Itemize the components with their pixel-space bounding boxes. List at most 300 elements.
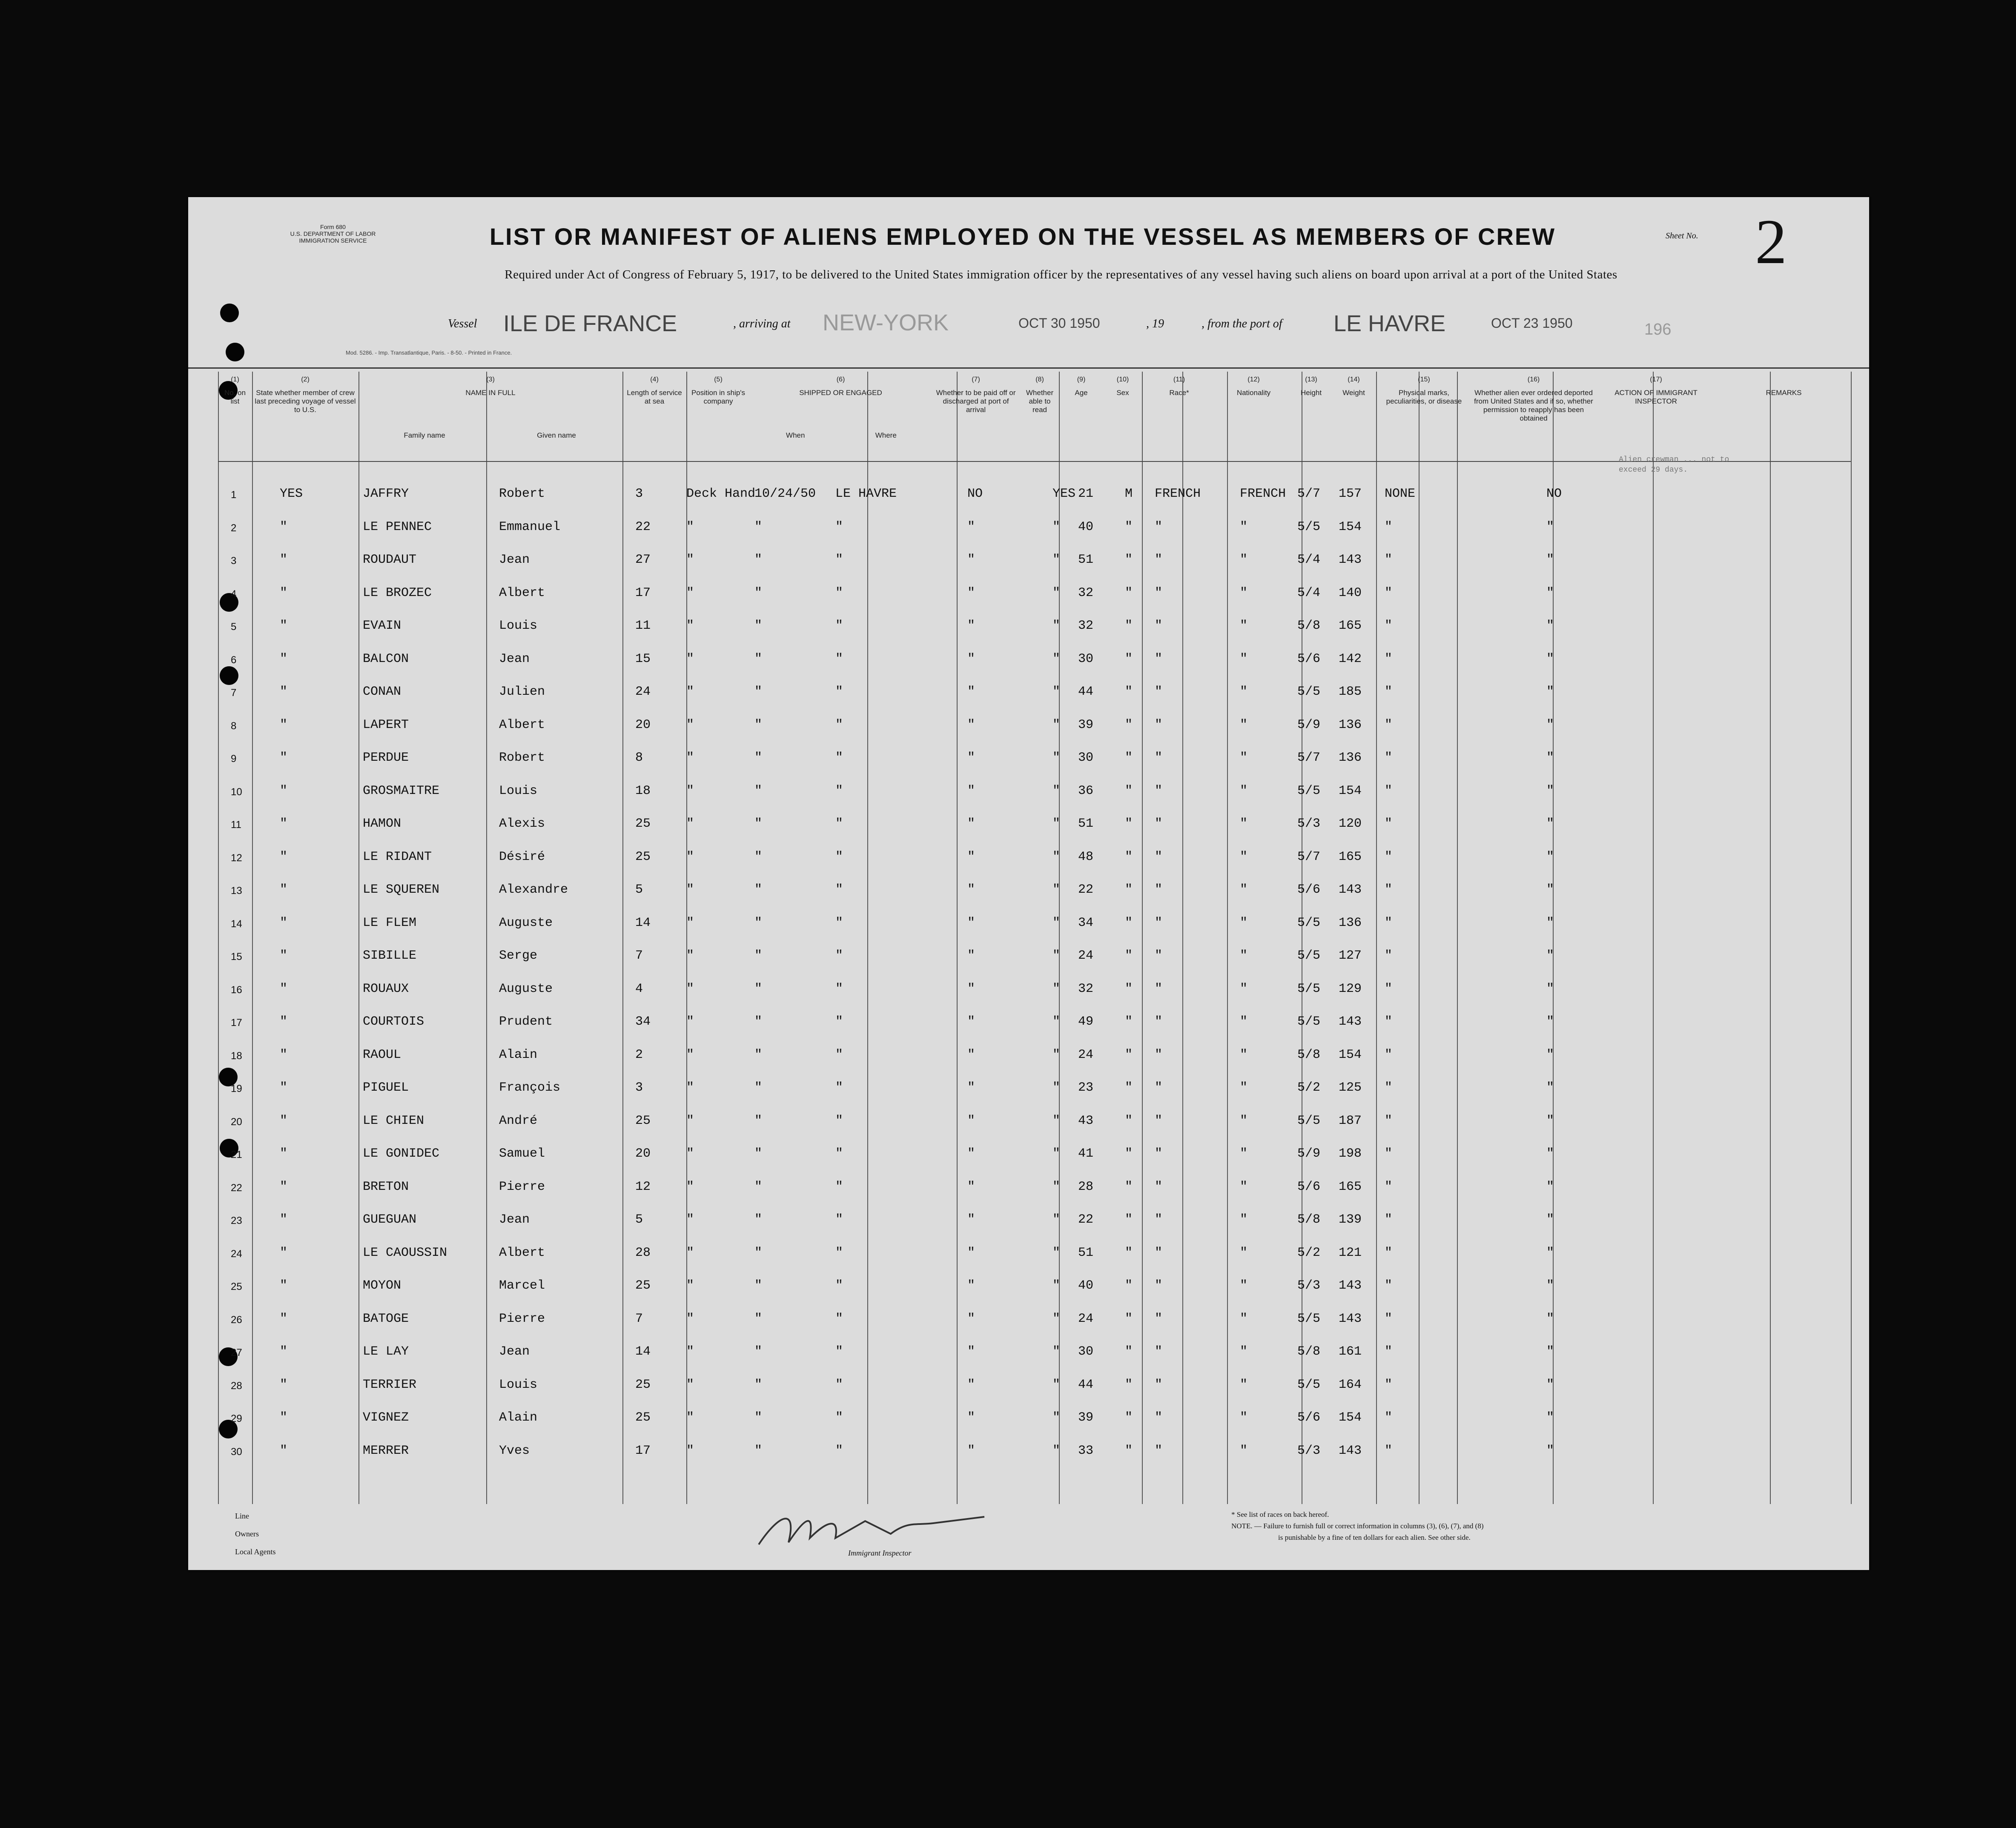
cell-sex: " [1125, 751, 1133, 765]
cell-service-length: 25 [635, 1113, 651, 1128]
column-number: (11) [1173, 376, 1185, 383]
column-header: SHIPPED OR ENGAGED [799, 389, 882, 397]
cell-given-name: Albert [499, 717, 545, 732]
cell-paid-off: " [967, 981, 975, 996]
column-number: (3) [486, 376, 495, 383]
cell-physical-marks: " [1385, 783, 1393, 798]
cell-prev-voyage: " [280, 849, 288, 864]
cell-able-to-read: " [1052, 1443, 1061, 1458]
cell-row-number: 16 [231, 984, 242, 996]
cell-deported: " [1546, 882, 1554, 897]
cell-deported: " [1546, 817, 1554, 831]
cell-service-length: 17 [635, 1443, 651, 1458]
column-header: Nationality [1236, 389, 1271, 397]
column-header: REMARKS [1766, 389, 1802, 397]
cell-shipped-when: " [754, 817, 763, 831]
cell-prev-voyage: " [280, 948, 288, 963]
cell-row-number: 2 [231, 522, 237, 534]
cell-nationality: " [1240, 553, 1248, 567]
column-number: (14) [1348, 376, 1360, 383]
cell-deported: " [1546, 1278, 1554, 1293]
cell-shipped-when: " [754, 619, 763, 633]
cell-row-number: 28 [231, 1380, 242, 1392]
cell-given-name: Albert [499, 585, 545, 600]
cell-shipped-where: " [835, 553, 843, 567]
table-row [218, 1138, 1851, 1171]
cell-physical-marks: " [1385, 1377, 1393, 1392]
cell-shipped-where: " [835, 948, 843, 963]
cell-height: 5/8 [1297, 1047, 1321, 1062]
table-row [218, 1204, 1851, 1237]
cell-shipped-when: " [754, 1014, 763, 1029]
cell-physical-marks: " [1385, 519, 1393, 534]
cell-able-to-read: " [1052, 1278, 1061, 1293]
table-row [218, 1171, 1851, 1204]
cell-deported: " [1546, 948, 1554, 963]
cell-physical-marks: " [1385, 1080, 1393, 1095]
cell-nationality: " [1240, 1080, 1248, 1095]
cell-shipped-where: " [835, 915, 843, 930]
cell-paid-off: " [967, 1146, 975, 1161]
cell-physical-marks: " [1385, 1212, 1393, 1227]
cell-age: 39 [1078, 1410, 1094, 1425]
cell-position: " [686, 1146, 694, 1161]
cell-family-name: VIGNEZ [363, 1410, 409, 1425]
cell-row-number: 9 [231, 753, 237, 765]
cell-family-name: LAPERT [363, 717, 409, 732]
cell-row-number: 10 [231, 786, 242, 798]
cell-prev-voyage: " [280, 685, 288, 699]
column-subheader: Given name [537, 431, 576, 439]
footer-note-fine-cont: is punishable by a fine of ten dollars for each alien. See other side. [1278, 1533, 1471, 1541]
cell-shipped-when: " [754, 783, 763, 798]
column-header: Whether able to read [1026, 389, 1054, 414]
cell-service-length: 25 [635, 1410, 651, 1425]
cell-prev-voyage: " [280, 1113, 288, 1128]
cell-physical-marks: " [1385, 1146, 1393, 1161]
cell-shipped-when: " [754, 981, 763, 996]
cell-deported: " [1546, 1245, 1554, 1260]
cell-given-name: Marcel [499, 1278, 545, 1293]
cell-service-length: 27 [635, 553, 651, 567]
column-header: Age [1075, 389, 1088, 397]
table-row [218, 610, 1851, 643]
cell-position: " [686, 882, 694, 897]
cell-age: 32 [1078, 981, 1094, 996]
cell-weight: 136 [1339, 751, 1362, 765]
cell-service-length: 7 [635, 1311, 643, 1326]
cell-nationality: " [1240, 1278, 1248, 1293]
cell-row-number: 17 [231, 1017, 242, 1029]
cell-prev-voyage: " [280, 783, 288, 798]
cell-able-to-read: " [1052, 1410, 1061, 1425]
cell-prev-voyage: YES [280, 487, 303, 501]
cell-family-name: COURTOIS [363, 1014, 424, 1029]
cell-prev-voyage: " [280, 1344, 288, 1359]
table-row [218, 478, 1851, 511]
cell-row-number: 18 [231, 1050, 242, 1062]
cell-prev-voyage: " [280, 1014, 288, 1029]
cell-family-name: PERDUE [363, 751, 409, 765]
cell-race: " [1155, 1443, 1163, 1458]
cell-position: " [686, 1443, 694, 1458]
cell-shipped-where: " [835, 585, 843, 600]
table-row [218, 1039, 1851, 1072]
cell-position: " [686, 1113, 694, 1128]
cell-height: 5/6 [1297, 651, 1321, 666]
cell-prev-voyage: " [280, 1410, 288, 1425]
cell-position: " [686, 585, 694, 600]
cell-shipped-when: 10/24/50 [754, 487, 816, 501]
column-header: State whether member of crew last preceding voyage of vessel to U.S. [255, 389, 356, 414]
cell-given-name: Louis [499, 619, 538, 633]
cell-height: 5/5 [1297, 1014, 1321, 1029]
cell-paid-off: " [967, 1080, 975, 1095]
cell-service-length: 17 [635, 585, 651, 600]
cell-row-number: 12 [231, 852, 242, 864]
vessel-line [188, 304, 1869, 338]
cell-nationality: " [1240, 585, 1248, 600]
cell-physical-marks: " [1385, 882, 1393, 897]
cell-row-number: 8 [231, 720, 237, 732]
cell-weight: 157 [1339, 487, 1362, 501]
cell-prev-voyage: " [280, 1047, 288, 1062]
cell-position: " [686, 1212, 694, 1227]
column-divider [1851, 372, 1852, 1504]
cell-weight: 143 [1339, 1278, 1362, 1293]
cell-deported: " [1546, 1311, 1554, 1326]
cell-sex: " [1125, 519, 1133, 534]
cell-nationality: " [1240, 1311, 1248, 1326]
cell-nationality: " [1240, 1377, 1248, 1392]
cell-nationality: " [1240, 1245, 1248, 1260]
cell-shipped-where: " [835, 783, 843, 798]
cell-height: 5/9 [1297, 1146, 1321, 1161]
cell-physical-marks: " [1385, 817, 1393, 831]
table-row [218, 1336, 1851, 1369]
cell-nationality: " [1240, 783, 1248, 798]
cell-age: 28 [1078, 1179, 1094, 1194]
cell-given-name: Louis [499, 783, 538, 798]
cell-paid-off: " [967, 915, 975, 930]
cell-age: 39 [1078, 717, 1094, 732]
cell-prev-voyage: " [280, 585, 288, 600]
cell-given-name: Louis [499, 1377, 538, 1392]
cell-shipped-where: " [835, 1344, 843, 1359]
cell-shipped-where: " [835, 1047, 843, 1062]
cell-race: " [1155, 1410, 1163, 1425]
table-row [218, 742, 1851, 775]
cell-service-length: 11 [635, 619, 651, 633]
cell-race: " [1155, 1014, 1163, 1029]
cell-nationality: " [1240, 717, 1248, 732]
cell-service-length: 12 [635, 1179, 651, 1194]
footer-agents-label: Local Agents [235, 1547, 276, 1556]
cell-row-number: 1 [231, 489, 237, 501]
cell-prev-voyage: " [280, 981, 288, 996]
cell-family-name: LE BROZEC [363, 585, 432, 600]
cell-physical-marks: " [1385, 1344, 1393, 1359]
table-row [218, 1369, 1851, 1402]
cell-weight: 120 [1339, 817, 1362, 831]
cell-given-name: Jean [499, 651, 530, 666]
cell-shipped-when: " [754, 1443, 763, 1458]
cell-able-to-read: " [1052, 981, 1061, 996]
page-stamp: 196 [1644, 321, 1672, 338]
cell-deported: NO [1546, 487, 1562, 501]
cell-family-name: LE PENNEC [363, 519, 432, 534]
cell-paid-off: " [967, 717, 975, 732]
cell-able-to-read: " [1052, 948, 1061, 963]
cell-service-length: 7 [635, 948, 643, 963]
cell-shipped-when: " [754, 1146, 763, 1161]
cell-nationality: " [1240, 981, 1248, 996]
cell-paid-off: " [967, 619, 975, 633]
cell-shipped-when: " [754, 915, 763, 930]
cell-physical-marks: " [1385, 1047, 1393, 1062]
cell-shipped-when: " [754, 1311, 763, 1326]
cell-race: " [1155, 915, 1163, 930]
cell-age: 22 [1078, 1212, 1094, 1227]
cell-age: 49 [1078, 1014, 1094, 1029]
cell-shipped-where: " [835, 817, 843, 831]
cell-race: " [1155, 685, 1163, 699]
cell-shipped-when: " [754, 553, 763, 567]
cell-given-name: Albert [499, 1245, 545, 1260]
cell-sex: " [1125, 685, 1133, 699]
cell-paid-off: NO [967, 487, 983, 501]
cell-sex: " [1125, 1212, 1133, 1227]
cell-physical-marks: " [1385, 553, 1393, 567]
cell-deported: " [1546, 1212, 1554, 1227]
cell-deported: " [1546, 849, 1554, 864]
from-label: , from the port of [1202, 317, 1282, 330]
cell-service-length: 24 [635, 685, 651, 699]
cell-position: " [686, 751, 694, 765]
cell-row-number: 7 [231, 687, 237, 699]
cell-row-number: 21 [231, 1149, 242, 1160]
column-subheader: When [786, 431, 805, 439]
cell-weight: 140 [1339, 585, 1362, 600]
cell-row-number: 15 [231, 951, 242, 963]
cell-deported: " [1546, 783, 1554, 798]
cell-family-name: LE GONIDEC [363, 1146, 440, 1161]
cell-family-name: BALCON [363, 651, 409, 666]
column-number: (7) [972, 376, 980, 383]
cell-service-length: 14 [635, 915, 651, 930]
cell-position: " [686, 685, 694, 699]
cell-given-name: Alexandre [499, 882, 568, 897]
departure-date: OCT 23 1950 [1491, 315, 1573, 331]
table-row [218, 1105, 1851, 1138]
cell-paid-off: " [967, 685, 975, 699]
cell-family-name: TERRIER [363, 1377, 417, 1392]
cell-age: 41 [1078, 1146, 1094, 1161]
column-number: (17) [1650, 376, 1662, 383]
cell-given-name: André [499, 1113, 538, 1128]
cell-service-length: 20 [635, 1146, 651, 1161]
cell-age: 32 [1078, 619, 1094, 633]
cell-paid-off: " [967, 849, 975, 864]
cell-weight: 185 [1339, 685, 1362, 699]
cell-sex: " [1125, 1410, 1133, 1425]
cell-service-length: 25 [635, 817, 651, 831]
cell-sex: " [1125, 1245, 1133, 1260]
footer-note-fine: NOTE. — Failure to furnish full or correct information in columns (3), (6), (7), and (8) [1231, 1522, 1484, 1530]
cell-prev-voyage: " [280, 717, 288, 732]
cell-shipped-when: " [754, 849, 763, 864]
cell-physical-marks: " [1385, 1410, 1393, 1425]
cell-height: 5/5 [1297, 1377, 1321, 1392]
header-divider [218, 461, 1851, 462]
cell-family-name: LE SQUEREN [363, 882, 440, 897]
cell-shipped-where: " [835, 882, 843, 897]
table-row [218, 907, 1851, 940]
service: IMMIGRATION SERVICE [299, 237, 367, 244]
cell-given-name: Prudent [499, 1014, 553, 1029]
cell-family-name: MERRER [363, 1443, 409, 1458]
vessel-label: Vessel [448, 317, 477, 330]
cell-height: 5/8 [1297, 1344, 1321, 1359]
cell-row-number: 29 [231, 1413, 242, 1424]
cell-weight: 143 [1339, 553, 1362, 567]
cell-race: " [1155, 783, 1163, 798]
cell-height: 5/5 [1297, 948, 1321, 963]
column-header: Race* [1169, 389, 1189, 397]
cell-service-length: 34 [635, 1014, 651, 1029]
cell-row-number: 25 [231, 1281, 242, 1292]
manifest-sheet [188, 197, 1869, 1570]
cell-family-name: MOYON [363, 1278, 401, 1293]
cell-deported: " [1546, 585, 1554, 600]
cell-race: " [1155, 948, 1163, 963]
cell-height: 5/5 [1297, 783, 1321, 798]
cell-height: 5/9 [1297, 717, 1321, 732]
column-subheader: Where [875, 431, 897, 439]
cell-paid-off: " [967, 882, 975, 897]
cell-service-length: 25 [635, 1377, 651, 1392]
cell-age: 36 [1078, 783, 1094, 798]
cell-race: " [1155, 585, 1163, 600]
cell-deported: " [1546, 915, 1554, 930]
cell-nationality: " [1240, 1146, 1248, 1161]
cell-able-to-read: " [1052, 882, 1061, 897]
cell-given-name: Julien [499, 685, 545, 699]
cell-shipped-where: " [835, 751, 843, 765]
cell-prev-voyage: " [280, 651, 288, 666]
arriving-label: , arriving at [733, 317, 791, 330]
cell-prev-voyage: " [280, 1278, 288, 1293]
cell-row-number: 22 [231, 1182, 242, 1194]
cell-physical-marks: " [1385, 619, 1393, 633]
cell-height: 5/6 [1297, 882, 1321, 897]
cell-physical-marks: " [1385, 981, 1393, 996]
cell-weight: 139 [1339, 1212, 1362, 1227]
cell-position: Deck Hand [686, 487, 756, 501]
cell-race: " [1155, 619, 1163, 633]
cell-shipped-where: " [835, 1377, 843, 1392]
cell-position: " [686, 981, 694, 996]
cell-family-name: LE CHIEN [363, 1113, 424, 1128]
cell-position: " [686, 1311, 694, 1326]
cell-paid-off: " [967, 1410, 975, 1425]
cell-weight: 165 [1339, 849, 1362, 864]
cell-shipped-where: " [835, 1014, 843, 1029]
cell-race: " [1155, 717, 1163, 732]
cell-nationality: " [1240, 1179, 1248, 1194]
cell-prev-voyage: " [280, 1311, 288, 1326]
cell-prev-voyage: " [280, 882, 288, 897]
cell-shipped-where: " [835, 1410, 843, 1425]
cell-weight: 154 [1339, 1047, 1362, 1062]
cell-family-name: LE FLEM [363, 915, 417, 930]
cell-able-to-read: " [1052, 1047, 1061, 1062]
cell-height: 5/5 [1297, 981, 1321, 996]
column-number: (13) [1305, 376, 1317, 383]
cell-physical-marks: " [1385, 1014, 1393, 1029]
sheet-number: 2 [1755, 206, 1787, 277]
cell-deported: " [1546, 685, 1554, 699]
cell-physical-marks: " [1385, 1278, 1393, 1293]
footer-note-races: * See list of races on back hereof. [1231, 1510, 1329, 1519]
cell-shipped-where: " [835, 685, 843, 699]
cell-sex: " [1125, 1344, 1133, 1359]
cell-shipped-when: " [754, 1047, 763, 1062]
cell-deported: " [1546, 1410, 1554, 1425]
cell-deported: " [1546, 553, 1554, 567]
cell-race: " [1155, 817, 1163, 831]
cell-height: 5/6 [1297, 1410, 1321, 1425]
cell-physical-marks: " [1385, 1311, 1393, 1326]
cell-able-to-read: " [1052, 651, 1061, 666]
cell-weight: 136 [1339, 915, 1362, 930]
cell-sex: " [1125, 1080, 1133, 1095]
footer-line-label: Line [235, 1512, 249, 1520]
cell-race: " [1155, 651, 1163, 666]
cell-race: " [1155, 981, 1163, 996]
cell-given-name: Yves [499, 1443, 530, 1458]
header-rule [188, 367, 1869, 369]
cell-able-to-read: " [1052, 553, 1061, 567]
cell-able-to-read: " [1052, 915, 1061, 930]
cell-service-length: 20 [635, 717, 651, 732]
cell-position: " [686, 1245, 694, 1260]
table-row [218, 577, 1851, 610]
cell-shipped-where: " [835, 1245, 843, 1260]
cell-paid-off: " [967, 1113, 975, 1128]
cell-nationality: " [1240, 849, 1248, 864]
cell-position: " [686, 849, 694, 864]
column-number: (8) [1035, 376, 1044, 383]
cell-age: 23 [1078, 1080, 1094, 1095]
table-row [218, 544, 1851, 577]
cell-prev-voyage: " [280, 519, 288, 534]
cell-row-number: 26 [231, 1314, 242, 1326]
cell-shipped-where: " [835, 519, 843, 534]
cell-prev-voyage: " [280, 553, 288, 567]
cell-nationality: " [1240, 1344, 1248, 1359]
column-header: Weight [1342, 389, 1365, 397]
cell-position: " [686, 1179, 694, 1194]
cell-given-name: Samuel [499, 1146, 545, 1161]
cell-position: " [686, 1014, 694, 1029]
cell-able-to-read: " [1052, 1245, 1061, 1260]
cell-given-name: Jean [499, 1344, 530, 1359]
cell-able-to-read: " [1052, 1113, 1061, 1128]
cell-age: 30 [1078, 751, 1094, 765]
cell-race: " [1155, 1179, 1163, 1194]
cell-height: 5/8 [1297, 619, 1321, 633]
